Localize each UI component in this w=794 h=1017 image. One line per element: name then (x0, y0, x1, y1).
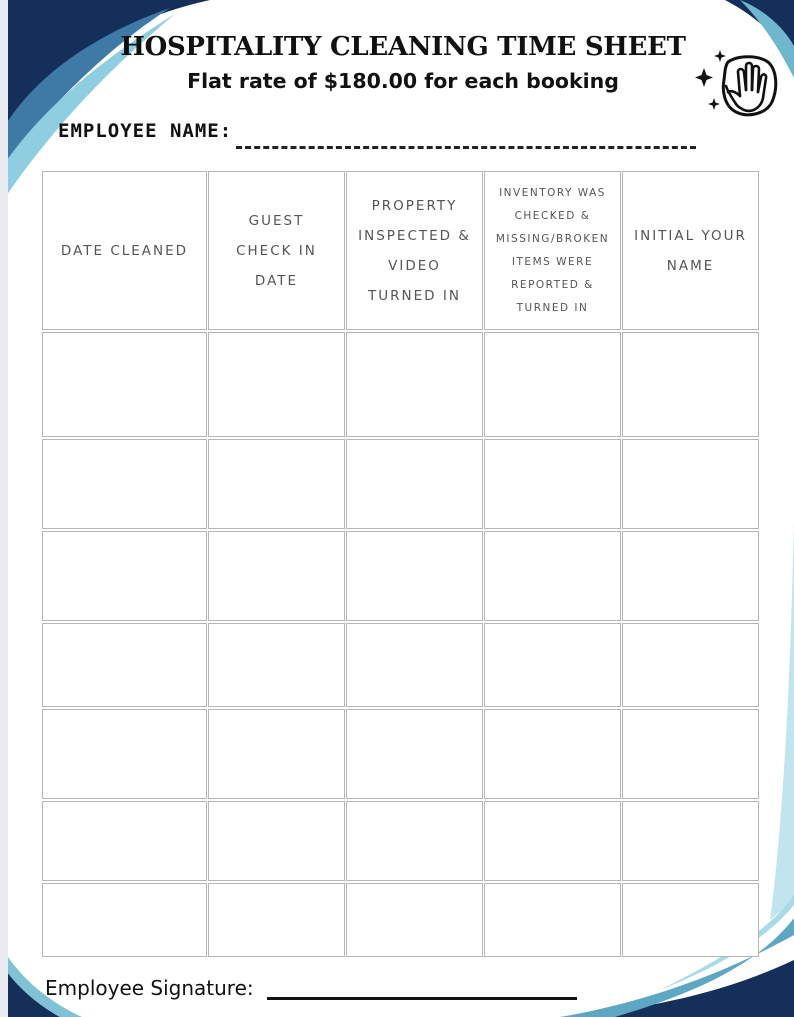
employee-signature-label: Employee Signature: (45, 976, 254, 1000)
table-cell-inventory[interactable] (484, 332, 621, 437)
table-cell-inventory[interactable] (484, 709, 621, 799)
table-cell-guest-check-in[interactable] (208, 332, 345, 437)
signature-line (267, 997, 577, 1000)
table-cell-guest-check-in[interactable] (208, 531, 345, 621)
column-header-line: INSPECTED & (358, 227, 471, 244)
flat-rate-subtitle: Flat rate of $180.00 for each booking (187, 69, 619, 93)
table-cell-date-cleaned[interactable] (42, 709, 207, 799)
table-cell-date-cleaned[interactable] (42, 883, 207, 957)
table-cell-guest-check-in[interactable] (208, 439, 345, 529)
table-cell-property-inspected[interactable] (346, 623, 483, 707)
column-header-date-cleaned (42, 171, 207, 330)
employee-name-line (236, 146, 696, 149)
table-cell-inventory[interactable] (484, 883, 621, 957)
table-cell-initials[interactable] (622, 709, 759, 799)
cleaning-hand-icon (690, 46, 778, 120)
column-header-line: DATE (254, 272, 299, 289)
table-cell-guest-check-in[interactable] (208, 709, 345, 799)
table-cell-property-inspected[interactable] (346, 801, 483, 881)
column-header-line: VIDEO (388, 257, 441, 274)
column-header-line: TURNED IN (368, 287, 461, 304)
column-header-line: GUEST (248, 212, 305, 229)
column-header-inventory (484, 171, 621, 330)
column-header-line: MISSING/BROKEN (495, 232, 610, 245)
column-header-line: INITIAL YOUR (634, 227, 747, 244)
table-cell-date-cleaned[interactable] (42, 801, 207, 881)
table-cell-inventory[interactable] (484, 801, 621, 881)
column-header-initials (622, 171, 759, 330)
column-header-line: CHECKED & (514, 209, 591, 222)
column-header-line: CHECK IN (236, 242, 317, 259)
table-cell-initials[interactable] (622, 332, 759, 437)
table-cell-inventory[interactable] (484, 531, 621, 621)
table-cell-date-cleaned[interactable] (42, 439, 207, 529)
table-cell-guest-check-in[interactable] (208, 801, 345, 881)
table-cell-date-cleaned[interactable] (42, 623, 207, 707)
table-cell-property-inspected[interactable] (346, 332, 483, 437)
table-cell-initials[interactable] (622, 439, 759, 529)
column-header-line: NAME (666, 257, 715, 274)
table-cell-guest-check-in[interactable] (208, 883, 345, 957)
column-header-property-inspected (346, 171, 483, 330)
time-sheet-table (42, 171, 759, 957)
column-header-line: TURNED IN (516, 301, 589, 314)
table-cell-date-cleaned[interactable] (42, 332, 207, 437)
column-header-line: PROPERTY (371, 197, 458, 214)
table-cell-initials[interactable] (622, 801, 759, 881)
table-cell-property-inspected[interactable] (346, 439, 483, 529)
table-cell-initials[interactable] (622, 623, 759, 707)
table-cell-property-inspected[interactable] (346, 531, 483, 621)
table-cell-guest-check-in[interactable] (208, 623, 345, 707)
left-edge-strip (0, 0, 8, 1017)
column-header-line: ITEMS WERE (511, 255, 594, 268)
table-cell-property-inspected[interactable] (346, 883, 483, 957)
table-cell-inventory[interactable] (484, 439, 621, 529)
sparkle-icon (695, 50, 726, 110)
table-cell-initials[interactable] (622, 883, 759, 957)
page-title: HOSPITALITY CLEANING TIME SHEET (120, 32, 686, 62)
column-header-line: INVENTORY WAS (499, 186, 606, 199)
column-header-line: DATE CLEANED (60, 242, 189, 259)
table-cell-inventory[interactable] (484, 623, 621, 707)
column-header-line: REPORTED & (511, 278, 594, 291)
table-cell-initials[interactable] (622, 531, 759, 621)
table-cell-property-inspected[interactable] (346, 709, 483, 799)
employee-name-label: EMPLOYEE NAME: (58, 120, 233, 142)
table-cell-date-cleaned[interactable] (42, 531, 207, 621)
column-header-guest-check-in (208, 171, 345, 330)
